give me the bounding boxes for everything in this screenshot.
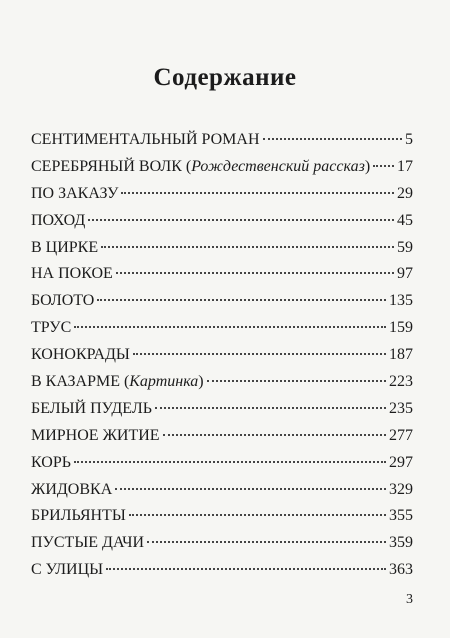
- toc-entry-page: 45: [397, 211, 413, 229]
- dot-leader: [88, 218, 394, 221]
- dot-leader: [147, 540, 386, 543]
- toc-entry-page: 97: [397, 265, 413, 283]
- toc-entry-subtitle: Картинка: [129, 373, 199, 391]
- toc-entry: [31, 400, 413, 427]
- dot-leader: [97, 298, 386, 301]
- toc-entry-page: 355: [389, 507, 413, 525]
- toc-entry-title: СЕРЕБРЯНЫЙ ВОЛК: [31, 157, 182, 175]
- toc-entry-label: [31, 534, 144, 552]
- dot-leader: [74, 325, 386, 328]
- dot-leader: [121, 191, 394, 194]
- toc-entry-title: МИРНОЕ ЖИТИЕ: [31, 426, 160, 444]
- toc-entry-label: [31, 292, 94, 310]
- toc-entry-page: 223: [389, 373, 413, 391]
- toc-entry-title: СЕНТИМЕНТАЛЬНЫЙ РОМАН: [31, 131, 260, 148]
- dot-leader: [133, 352, 386, 355]
- toc-entry: [31, 561, 413, 588]
- toc-entry-page: 235: [389, 399, 413, 417]
- dot-leader: [106, 567, 386, 570]
- table-of-contents: [31, 131, 413, 588]
- toc-entry-label: СЕРЕБРЯНЫЙ ВОЛК (Рождественский рассказ): [31, 157, 371, 175]
- toc-entry-label: [31, 131, 260, 149]
- toc-entry-title: ТРУС: [31, 319, 72, 337]
- toc-entry-label: [31, 239, 98, 257]
- toc-entry-label: [31, 319, 71, 337]
- toc-entry-title: БРИЛЬЯНТЫ: [31, 507, 126, 525]
- toc-entry-label: В КАЗАРМЕ (Картинка): [31, 373, 204, 391]
- toc-entry: [31, 212, 413, 239]
- toc-entry-title: ПУСТЫЕ ДАЧИ: [31, 534, 145, 552]
- toc-entry-page: 187: [389, 346, 413, 364]
- toc-entry-label: [31, 185, 118, 203]
- toc-entry-title: КОНОКРАДЫ: [31, 346, 130, 364]
- toc-entry: [31, 454, 413, 481]
- toc-entry-title: БЕЛЫЙ ПУДЕЛЬ: [31, 399, 152, 417]
- toc-entry-page: 159: [389, 319, 413, 337]
- dot-leader: [163, 433, 386, 436]
- toc-entry: [31, 346, 413, 373]
- toc-entry-page: 17: [397, 157, 413, 175]
- toc-entry-page: 297: [389, 453, 413, 471]
- dot-leader: [155, 406, 386, 409]
- toc-entry: [31, 292, 413, 319]
- toc-entry-page: 363: [389, 561, 413, 579]
- toc-entry-page: 59: [397, 238, 413, 256]
- toc-entry-title: ПО ЗАКАЗУ: [31, 184, 119, 202]
- toc-entry-title: ЖИДОВКА: [31, 480, 113, 498]
- toc-entry-title: БОЛОТО: [31, 292, 95, 310]
- dot-leader: [207, 379, 386, 382]
- toc-entry-page: 329: [389, 480, 413, 498]
- toc-entry-subtitle: Рождественский рассказ: [191, 157, 365, 175]
- toc-entry-label: [31, 346, 130, 364]
- toc-entry: [31, 239, 413, 266]
- toc-entry-title: В КАЗАРМЕ: [31, 373, 120, 391]
- toc-entry: [31, 507, 413, 534]
- toc-entry: [31, 534, 413, 561]
- toc-entry-page: 5: [405, 131, 413, 148]
- toc-entry-label: [31, 561, 103, 579]
- toc-entry-label: [31, 400, 152, 418]
- toc-entry-label: [31, 481, 112, 499]
- toc-entry-page: 135: [389, 292, 413, 310]
- toc-entry: [31, 131, 413, 158]
- toc-entry-title: КОРЬ: [31, 453, 71, 471]
- toc-entry: [31, 427, 413, 454]
- toc-entry-label: [31, 212, 85, 230]
- toc-entry: [31, 373, 413, 400]
- toc-entry-label: [31, 507, 126, 525]
- toc-entry-label: [31, 427, 160, 445]
- dot-leader: [373, 164, 394, 167]
- toc-entry-label: [31, 454, 71, 472]
- toc-entry: [31, 185, 413, 212]
- toc-entry: [31, 265, 413, 292]
- dot-leader: [116, 271, 394, 274]
- toc-entry-page: 29: [397, 184, 413, 202]
- toc-entry-title: С УЛИЦЫ: [31, 561, 104, 579]
- dot-leader: [115, 487, 386, 490]
- toc-entry-title: НА ПОКОЕ: [31, 265, 113, 283]
- toc-entry: [31, 158, 413, 185]
- dot-leader: [263, 137, 403, 140]
- toc-entry-page: 359: [389, 534, 413, 552]
- toc-entry-page: 277: [389, 426, 413, 444]
- dot-leader: [74, 460, 386, 463]
- toc-entry-title: ПОХОД: [31, 211, 86, 229]
- page-title: Содержание: [153, 64, 297, 91]
- dot-leader: [129, 513, 386, 516]
- toc-entry: [31, 481, 413, 508]
- page-number: 3: [406, 592, 413, 607]
- toc-entry-label: [31, 265, 113, 283]
- toc-entry-title: В ЦИРКЕ: [31, 238, 99, 256]
- toc-entry: [31, 319, 413, 346]
- dot-leader: [101, 245, 394, 248]
